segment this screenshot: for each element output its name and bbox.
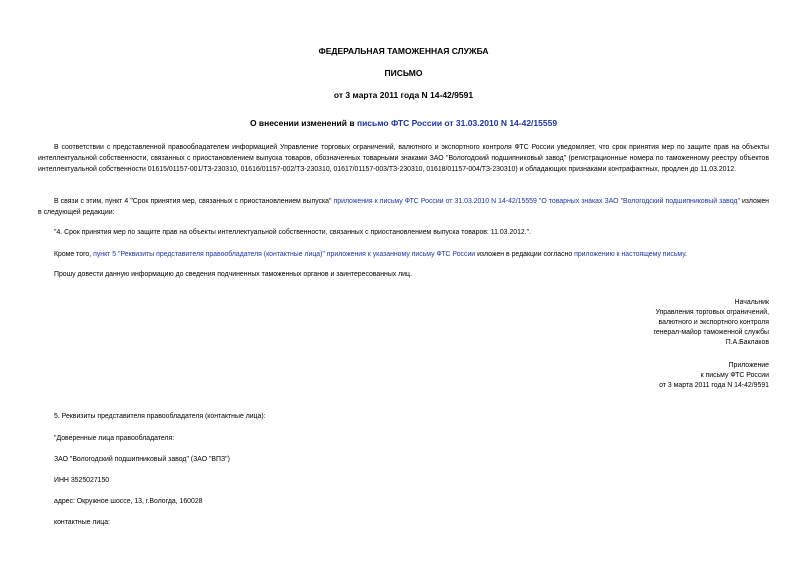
signature-line: Управления торговых ограничений,	[655, 309, 769, 316]
appendix-reference-line: от 3 марта 2011 года N 14-42/9591	[659, 382, 769, 389]
appendix-address: адрес: Окружное шоссе, 13, г.Вологда, 160028	[54, 498, 203, 505]
paragraph-4-text-1: Кроме того,	[54, 251, 94, 258]
paragraph-4-text-2: изложен в редакции согласно	[475, 251, 575, 258]
appendix-reference-block	[659, 361, 769, 391]
paragraph-2	[38, 196, 769, 218]
signature-line: П.А.Баклаков	[725, 339, 769, 346]
signature-line: генерал-майор таможенной службы	[653, 329, 769, 336]
paragraph-4-link-1[interactable]: пункт 5 "Реквизиты представителя правообладателя (контактные лица)" приложения к указанному письму ФТС России	[93, 251, 476, 258]
appendix-reference-line: Приложение	[728, 362, 769, 369]
paragraph-4	[54, 249, 769, 260]
appendix-contacts: контактные лица:	[54, 519, 110, 526]
paragraph-2-text-2: изложен в следующей редакции:	[38, 198, 769, 216]
appendix-inn: ИНН 3525027150	[54, 477, 110, 484]
appendix-trusted-persons: "Доверенные лица правообладателя:	[54, 435, 175, 442]
title-link[interactable]: письмо ФТС России от 31.03.2010 N 14-42/15559	[356, 118, 558, 128]
signature-line: валютного и экспортного контроля	[658, 319, 769, 326]
signature-block	[654, 298, 769, 348]
paragraph-3: "4. Срок принятия мер по защите прав на объекты интеллектуальной собственности, связанных с приостановлением выпуска товаров: 11.03.2012.".	[54, 229, 532, 236]
paragraph-5: Прошу довести данную информацию до сведения подчиненных таможенных органов и заинтересованных лиц.	[54, 271, 412, 278]
title-prefix: О внесении изменений в	[249, 118, 357, 128]
paragraph-4-text-3: .	[685, 251, 687, 258]
paragraph-2-text-1: В связи с этим, пункт 4 "Срок принятия мер, связанных с приостановлением выпуска"	[54, 198, 334, 205]
signature-line: Начальник	[734, 299, 769, 306]
appendix-reference-line: к письму ФТС России	[700, 372, 769, 379]
appendix-item-5: 5. Реквизиты представителя правообладателя (контактные лица):	[54, 413, 266, 420]
agency-heading: ФЕДЕРАЛЬНАЯ ТАМОЖЕННАЯ СЛУЖБА	[318, 46, 489, 56]
paragraph-1: В соответствии с представленной правообладателем информацией Управление торговых ограничений, валютного и экспортного контроля ФТС России уведомляет, что срок принятия мер по защите прав на объекты интеллектуальной собственности, связанных с приостановлением выпуска товаров, обозначенных товарными знаками ЗАО "Вологодский подшипниковый завод" (регистрационные номера по таможенному реестру объектов интеллектуальной собственности 01615/01157-001/ТЗ-230310, 01616/01157-002/ТЗ-230310, 01617/01157-003/ТЗ-230310, 01618/01157-004/ТЗ-230310) и обладающих признаками контрафактных, продлен до 11.03.2012.	[38, 144, 769, 173]
appendix-company: ЗАО "Вологодский подшипниковый завод" (ЗАО "ВПЗ")	[54, 456, 230, 463]
paragraph-2-link[interactable]: приложения к письму ФТС России от 31.03.2010 N 14-42/15559 "О товарных знаках ЗАО "Вологодский подшипниковый завод"	[333, 198, 740, 205]
document-title	[0, 118, 807, 128]
doc-date-number: от 3 марта 2011 года N 14-42/9591	[333, 90, 474, 100]
doc-type-heading: ПИСЬМО	[384, 68, 423, 78]
paragraph-4-link-2[interactable]: приложению к настоящему письму	[574, 251, 685, 258]
